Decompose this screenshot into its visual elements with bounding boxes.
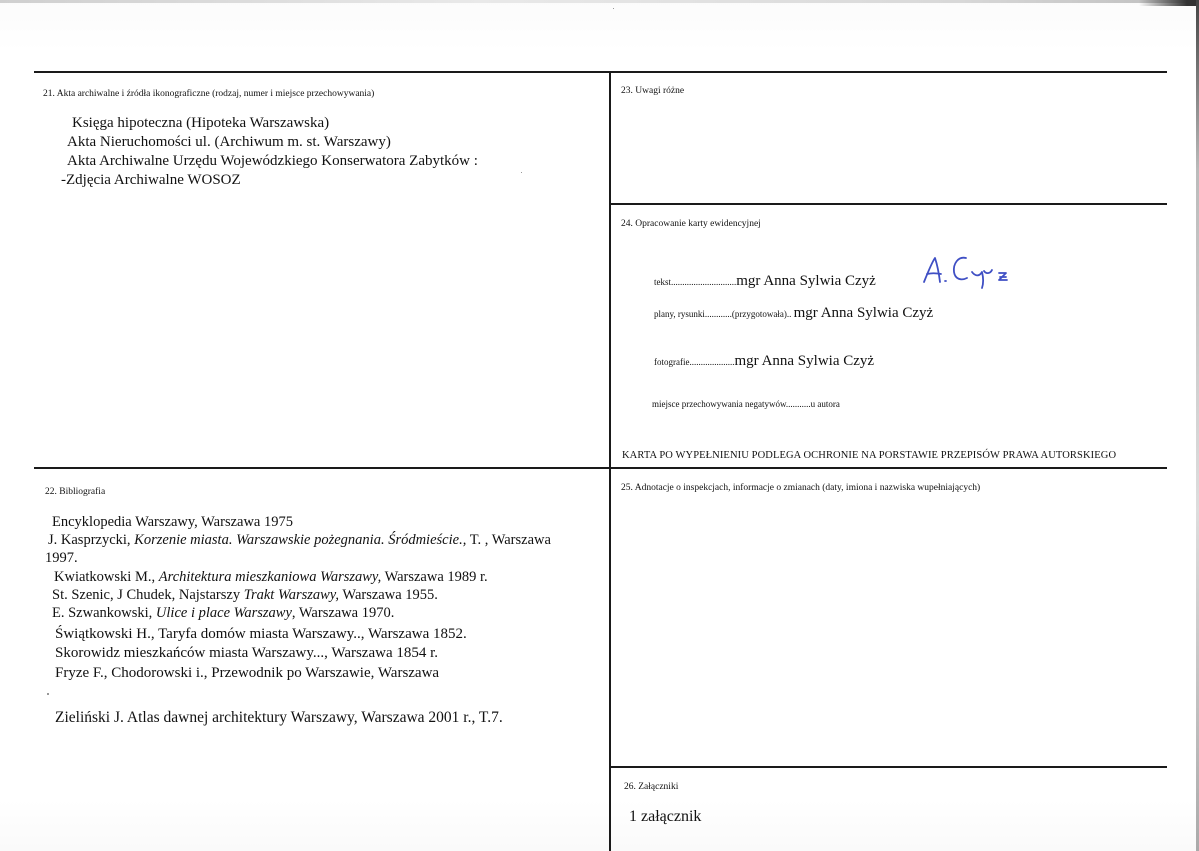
section-26-value: 1 załącznik (629, 808, 702, 825)
bib-5-author: E. Szwankowski, (52, 605, 156, 621)
credit-plans-name: mgr Anna Sylwia Czyż (793, 305, 934, 321)
column-divider (609, 72, 611, 851)
section-23-label: 23. Uwagi różne (621, 86, 685, 96)
credit-row-text (654, 273, 876, 290)
bib-5-title: Ulice i place Warszawy (155, 605, 292, 621)
scan-top-edge (0, 0, 1199, 3)
credit-row-photos (654, 353, 874, 370)
section-21-line-3: Akta Archiwalne Urzędu Wojewódzkiego Konserwatora Zabytków : (67, 153, 478, 169)
bib-3-title: Architektura mieszkaniowa Warszawy, (158, 569, 382, 585)
bib-3-author: Kwiatkowski M., (54, 569, 159, 585)
bibliography-entry-9: Zieliński J. Atlas dawnej architektury Warszawy, Warszawa 2001 r., T.7. (55, 709, 503, 726)
bib-2-title: Korzenie miasta. Warszawskie pożegnania. Śródmieście., (134, 532, 467, 548)
rule-section-24-top (610, 203, 1167, 205)
bib-5-place: , Warszawa 1970. (291, 605, 395, 621)
bibliography-entry-3 (54, 568, 488, 587)
section-21-line-1: Księga hipoteczna (Hipoteka Warszawska) (72, 115, 330, 131)
bibliography-entry-4 (52, 586, 438, 605)
section-22-label: 22. Bibliografia (45, 487, 106, 497)
credit-text-name: mgr Anna Sylwia Czyż (736, 273, 876, 289)
rule-section-26-top (610, 766, 1167, 768)
bib-3-place: Warszawa 1989 r. (381, 569, 488, 585)
bib-2-place: T. , Warszawa (466, 532, 551, 548)
copyright-notice: KARTA PO WYPEŁNIENIU PODLEGA OCHRONIE NA PORSTAWIE PRZEPISÓW PRAWA AUTORSKIEGO (622, 450, 1117, 461)
bibliography-entry-1: Encyklopedia Warszawy, Warszawa 1975 (52, 514, 293, 530)
rule-top (34, 71, 1167, 73)
rule-middle (34, 467, 1167, 469)
bibliography-entry-8: Fryze F., Chodorowski i., Przewodnik po Warszawie, Warszawa (55, 665, 440, 681)
credit-text-prefix: tekst............................. (654, 277, 737, 287)
bibliography-entry-2 (48, 531, 551, 550)
bib-4-title: Trakt Warszawy, (243, 587, 340, 603)
section-21-line-2: Akta Nieruchomości ul. (Archiwum m. st. Warszawy) (67, 134, 391, 150)
bibliography-entry-5 (52, 604, 394, 623)
credit-plans-prefix: plany, rysunki............(przygotowała).. (654, 309, 792, 319)
bibliography-entry-2-year: 1997. (45, 550, 78, 566)
scan-speck-2 (521, 172, 522, 173)
credit-photos-name: mgr Anna Sylwia Czyż (734, 353, 875, 369)
credit-row-plans (654, 305, 933, 322)
section-25-label: 25. Adnotacje o inspekcjach, informacje o zmianach (daty, imiona i nazwiska wupełniających) (621, 483, 981, 493)
section-21-label: 21. Akta archiwalne i źródła ikonograficzne (rodzaj, numer i miejsce przechowywania) (43, 89, 375, 99)
credit-row-negatives: miejsce przechowywania negatywów...........u autora (652, 399, 840, 409)
credit-photos-prefix: fotografie.................... (654, 357, 735, 367)
bib-4-author: St. Szenic, J Chudek, Najstarszy (52, 587, 244, 603)
section-26-label: 26. Załączniki (624, 782, 679, 792)
bib-2-author: J. Kasprzycki, (48, 532, 135, 548)
section-24-label: 24. Opracowanie karty ewidencyjnej (621, 219, 761, 229)
author-signature (920, 252, 1020, 292)
bib-4-place: Warszawa 1955. (339, 587, 438, 603)
scan-corner-shadow (1139, 0, 1199, 6)
bibliography-entry-7: Skorowidz mieszkańców miasta Warszawy..., Warszawa 1854 r. (55, 645, 439, 661)
signature-strokes (924, 258, 1007, 288)
scan-speck (47, 693, 49, 695)
scan-speck-3 (613, 8, 614, 9)
bibliography-entry-6: Świątkowski H., Taryfa domów miasta Warszawy.., Warszawa 1852. (55, 626, 467, 642)
section-21-line-4: -Zdjęcia Archiwalne WOSOZ (61, 172, 241, 188)
